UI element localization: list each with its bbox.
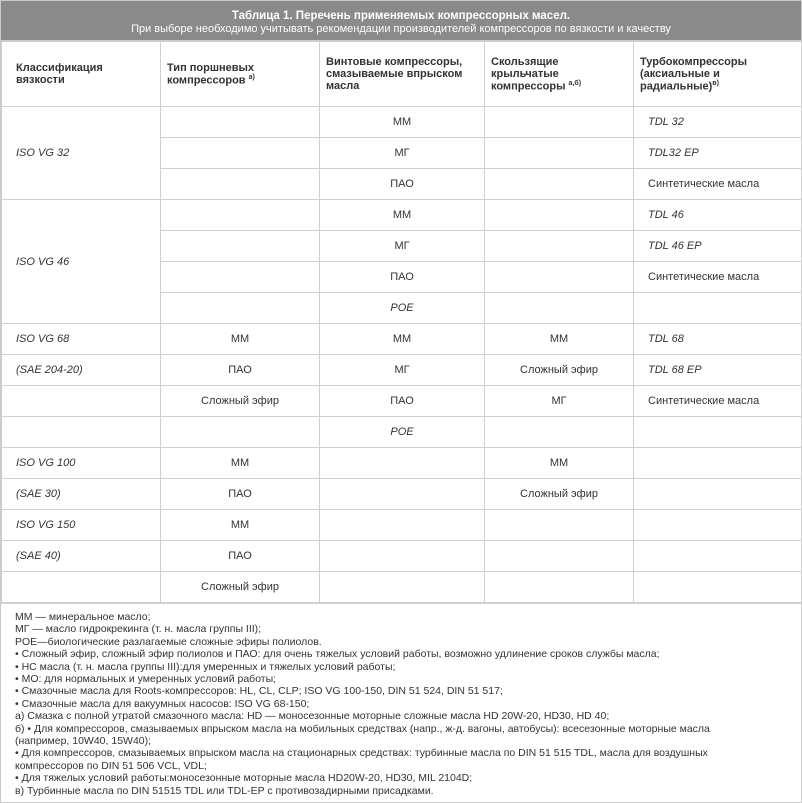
sae-label: (SAE 204-20): [16, 364, 83, 376]
cell-turbo: [634, 355, 802, 386]
screw-oil: POE: [390, 302, 414, 314]
footnote-line: б) • Для компрессоров, смазываемых впрыском масла на мобильных средствах (напр., ж-д. вагоны, автобусы): всесезонные моторные масла: [15, 722, 710, 735]
header-turbo-text: Турбокомпрессоры (аксиальные и радиальные): [640, 55, 747, 93]
screw-oil: POE: [390, 426, 414, 438]
table-title-line1: Таблица 1. Перечень применяемых компрессорных масел.: [231, 10, 571, 22]
cell-turbo: Синтетические масла: [634, 386, 802, 417]
cell-viscosity: [2, 479, 161, 510]
cell-empty: [485, 572, 634, 603]
header-piston: [161, 42, 320, 107]
table-row: [2, 386, 802, 417]
footnote-line: • Сложный эфир, сложный эфир полиолов и ПАО: для очень тяжелых условий работы, возможно удлинение сроков службы масла;: [15, 648, 660, 661]
cell-vane: ММ: [485, 448, 634, 479]
sae-label: (SAE 40): [16, 550, 61, 562]
cell-empty: [634, 541, 802, 572]
cell-screw: ММ: [320, 107, 485, 138]
cell-turbo: [634, 107, 802, 138]
cell-empty: [161, 107, 320, 138]
cell-turbo: Синтетические масла: [634, 169, 802, 200]
sae-label: (SAE 30): [16, 488, 61, 500]
header-vane-sup: а,б): [568, 79, 582, 87]
vg32-label: ISO VG 32: [16, 147, 70, 159]
table-row: [2, 107, 802, 138]
vg100-label: ISO VG 100: [16, 457, 76, 469]
cell-empty: [320, 448, 485, 479]
cell-piston: ПАО: [161, 355, 320, 386]
table-row: [2, 510, 802, 541]
cell-empty: [485, 541, 634, 572]
footnote-line: МГ — масло гидрокрекинга (т. н. масла группы III);: [15, 623, 262, 636]
cell-piston: ММ: [161, 448, 320, 479]
cell-piston: ПАО: [161, 479, 320, 510]
table-row: [2, 200, 802, 231]
table-row: [2, 355, 802, 386]
cell-empty: [634, 479, 802, 510]
cell-vane: МГ: [485, 386, 634, 417]
cell-turbo: [634, 324, 802, 355]
cell-screw: МГ: [320, 355, 485, 386]
header-turbo: [634, 42, 802, 107]
cell-empty: [485, 200, 634, 231]
cell-empty: [161, 231, 320, 262]
vg68-label: ISO VG 68: [16, 333, 70, 345]
cell-empty: [485, 510, 634, 541]
cell-empty: [2, 572, 161, 603]
cell-empty: [161, 262, 320, 293]
footnote-line: в) Турбинные масла по DIN 51515 TDL или TDL-EP с противозадирными присадками.: [15, 784, 434, 797]
cell-piston: ММ: [161, 510, 320, 541]
footnotes: [1, 603, 801, 797]
header-vane-text: Скользящие крыльчатые компрессоры: [491, 55, 566, 93]
cell-turbo: [634, 138, 802, 169]
vg150-label: ISO VG 150: [16, 519, 76, 531]
vg46-label: ISO VG 46: [16, 255, 70, 268]
cell-piston: ПАО: [161, 541, 320, 572]
cell-empty: [634, 448, 802, 479]
footnote-line: • Для компрессоров, смазываемых впрыском масла на стационарных средствах: турбинные масла по DIN 51 515 TDL, масла для воздушных: [15, 747, 708, 760]
table-row: [2, 572, 802, 603]
cell-empty: [634, 572, 802, 603]
cell-screw: ПАО: [320, 386, 485, 417]
cell-screw: [320, 417, 485, 448]
cell-screw: ММ: [320, 324, 485, 355]
cell-turbo: Синтетические масла: [634, 262, 802, 293]
turbo-oil: TDL 68 EP: [648, 364, 702, 376]
header-piston-text: Тип поршневых компрессоров: [167, 61, 255, 87]
cell-empty: [161, 293, 320, 324]
header-row: [2, 42, 802, 107]
footnote-line: компрессоров по DIN 51 506 VCL, VDL;: [15, 759, 207, 772]
footnote-line: • Смазочные масла для вакуумных насосов: ISO VG 68-150;: [15, 697, 310, 710]
cell-empty: [161, 417, 320, 448]
cell-empty: [485, 107, 634, 138]
footnote-line: • Смазочные масла для Roots-компрессоров: HL, CL, CLP; ISO VG 100-150, DIN 51 524, DIN 51 517;: [15, 685, 503, 698]
footnote-line: POE—биологические разлагаемые сложные эфиры полиолов.: [15, 635, 322, 648]
cell-empty: [320, 510, 485, 541]
cell-viscosity: [2, 200, 161, 324]
cell-vane: ММ: [485, 324, 634, 355]
header-piston-sup: а): [248, 73, 255, 81]
header-turbo-sup: в): [712, 79, 719, 87]
cell-screw: МГ: [320, 231, 485, 262]
cell-empty: [634, 417, 802, 448]
footnote-line: а) Смазка с полной утратой смазочного масла: HD — моносезонные моторные сложные масла HD 20W-20, HD30, HD 40;: [15, 710, 610, 723]
table-row: [2, 448, 802, 479]
cell-empty: [2, 386, 161, 417]
table-row: [2, 417, 802, 448]
header-viscosity-text: Классификация вязкости: [16, 62, 103, 86]
cell-viscosity: [2, 510, 161, 541]
footnote-line: (например, 10W40, 15W40);: [15, 735, 152, 748]
cell-empty: [320, 572, 485, 603]
footnote-line: • Для тяжелых условий работы:моносезонные моторные масла HD20W-20, HD30, MIL 2104D;: [15, 772, 473, 785]
cell-empty: [2, 417, 161, 448]
cell-piston: Сложный эфир: [161, 572, 320, 603]
header-vane: [485, 42, 634, 107]
cell-vane: Сложный эфир: [485, 479, 634, 510]
footnote-line: • НС масла (т. н. масла группы III):для умеренных и тяжелых условий работы;: [15, 660, 396, 673]
table-title-line2: При выборе необходимо учитывать рекомендации производителей компрессоров по вязкости и качеству: [131, 23, 671, 35]
header-screw: [320, 42, 485, 107]
cell-screw: ПАО: [320, 262, 485, 293]
cell-piston: Сложный эфир: [161, 386, 320, 417]
cell-screw: МГ: [320, 138, 485, 169]
table-row: [2, 324, 802, 355]
cell-turbo: [634, 231, 802, 262]
cell-empty: [485, 169, 634, 200]
cell-screw: ПАО: [320, 169, 485, 200]
turbo-oil: TDL32 EP: [648, 147, 699, 159]
cell-empty: [634, 293, 802, 324]
footnote-line: ММ — минеральное масло;: [15, 611, 151, 623]
cell-empty: [485, 293, 634, 324]
turbo-oil: TDL 32: [648, 116, 684, 128]
cell-viscosity: [2, 448, 161, 479]
turbo-oil: TDL 46: [648, 209, 684, 221]
cell-empty: [485, 231, 634, 262]
cell-viscosity: [2, 541, 161, 572]
cell-empty: [161, 169, 320, 200]
cell-empty: [320, 479, 485, 510]
cell-viscosity: [2, 355, 161, 386]
cell-empty: [320, 541, 485, 572]
cell-screw: [320, 293, 485, 324]
cell-piston: ММ: [161, 324, 320, 355]
cell-screw: ММ: [320, 200, 485, 231]
turbo-oil: TDL 46 EP: [648, 240, 702, 252]
cell-empty: [485, 138, 634, 169]
table-title: [1, 1, 801, 41]
cell-empty: [161, 138, 320, 169]
cell-turbo: [634, 200, 802, 231]
cell-empty: [634, 510, 802, 541]
cell-viscosity: [2, 107, 161, 200]
cell-empty: [485, 417, 634, 448]
cell-empty: [485, 262, 634, 293]
cell-vane: Сложный эфир: [485, 355, 634, 386]
header-viscosity: [2, 42, 161, 107]
table-row: [2, 541, 802, 572]
footnote-line: • МО: для нормальных и умеренных условий работы;: [15, 673, 277, 686]
header-screw-text: Винтовые компрессоры, смазываемые впрыском масла: [326, 56, 463, 92]
table-row: [2, 479, 802, 510]
turbo-oil: TDL 68: [648, 333, 684, 345]
cell-empty: [161, 200, 320, 231]
compressor-oil-table: [1, 41, 802, 603]
cell-viscosity: [2, 324, 161, 355]
